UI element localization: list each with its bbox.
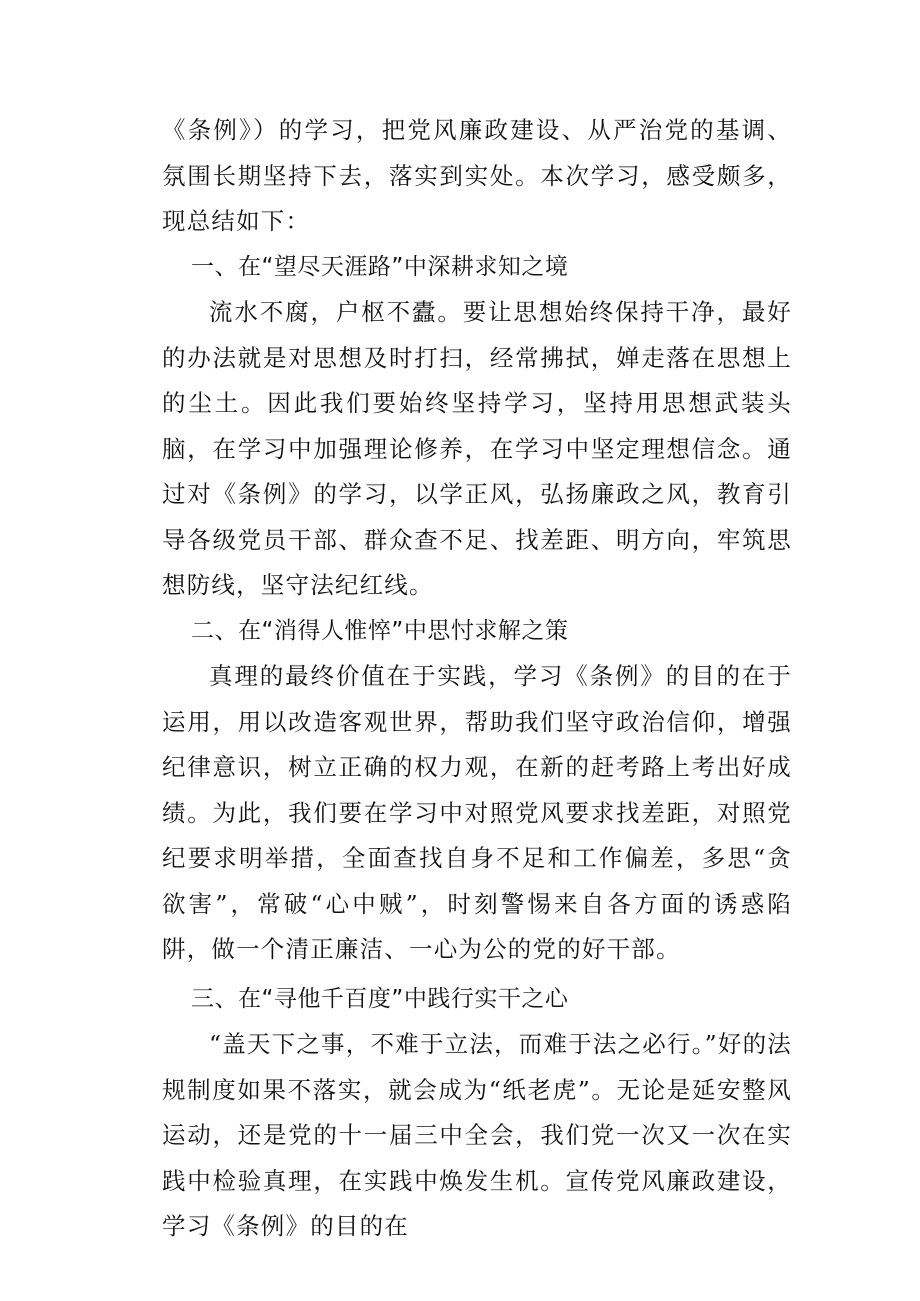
paragraph-section-3: “盖天下之事，不难于立法，而难于法之必行。”好的法规制度如果不落实，就会成为“纸老虎”。无论是延安整风运动，还是党的十一届三中全会，我们党一次又一次在实践中检验真理，在实践中焕发生机。宣传党风廉政建设，学习《条例》的目的在: [162, 1030, 792, 1240]
section-heading-1: 一、在“望尽天涯路”中深耕求知之境: [191, 253, 569, 280]
section-heading-2: 二、在“消得人惟悴”中思忖求解之策: [191, 617, 569, 644]
section-heading-3: 三、在“寻他千百度”中践行实干之心: [191, 985, 569, 1012]
document-body: [162, 108, 792, 1250]
paragraph-section-2: 真理的最终价值在于实践，学习《条例》的目的在于运用，用以改造客观世界，帮助我们坚守政治信仰，增强纪律意识，树立正确的权力观，在新的赶考路上考出好成绩。为此，我们要在学习中对照党风要求找差距，对照党纪要求明举措，全面查找自身不足和工作偏差，多思“贪欲害”，常破“心中贼”，时刻警惕来自各方面的诱惑陷阱，做一个清正廉洁、一心为公的党的好干部。: [162, 662, 792, 963]
paragraph-section-1: 流水不腐，户枢不蠹。要让思想始终保持干净，最好的办法就是对思想及时打扫，经常拂拭，婵走落在思想上的尘土。因此我们要始终坚持学习，坚持用思想武装头脑，在学习中加强理论修养，在学习中坚定理想信念。通过对《条例》的学习，以学正风，弘扬廉政之风，教育引导各级党员干部、群众查不足、找差距、明方向，牢筑思想防线，坚守法纪红线。: [162, 298, 792, 599]
paragraph-intro-continued: 《条例》）的学习，把党风廉政建设、从严治党的基调、氛围长期坚持下去，落实到实处。本次学习，感受颇多，现总结如下：: [162, 116, 792, 235]
